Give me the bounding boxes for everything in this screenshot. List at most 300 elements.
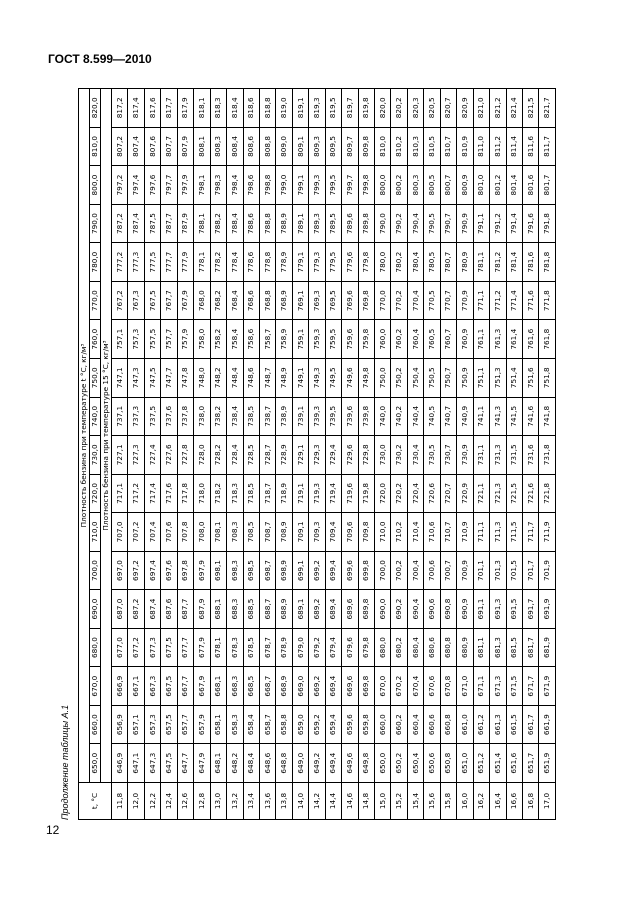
density-cell: 809,7	[342, 127, 358, 166]
table-row	[522, 89, 538, 820]
density-cell: 760,4	[407, 320, 423, 359]
column-header: 730,0	[90, 436, 101, 475]
column-header: 670,0	[90, 667, 101, 706]
density-cell: 728,2	[210, 436, 226, 475]
density-cell: 738,7	[259, 397, 275, 436]
density-cell: 750,2	[391, 358, 407, 397]
density-cell: 757,3	[128, 320, 144, 359]
table-row	[407, 89, 423, 820]
density-cell: 799,8	[358, 166, 374, 205]
density-cell: 660,0	[375, 705, 391, 744]
density-cell: 730,5	[424, 436, 440, 475]
density-cell: 780,5	[424, 243, 440, 282]
density-cell: 740,9	[457, 397, 473, 436]
density-cell: 721,5	[506, 474, 522, 513]
density-cell: 750,7	[440, 358, 456, 397]
density-cell: 669,4	[325, 667, 341, 706]
density-cell: 671,5	[506, 667, 522, 706]
density-cell: 710,2	[391, 513, 407, 552]
temperature-cell: 16,4	[490, 783, 506, 820]
density-cell: 767,3	[128, 281, 144, 320]
density-cell: 720,7	[440, 474, 456, 513]
density-cell: 720,4	[407, 474, 423, 513]
density-cell: 758,0	[194, 320, 210, 359]
density-cell: 678,9	[276, 628, 292, 667]
density-cell: 648,8	[276, 744, 292, 783]
density-cell: 761,1	[473, 320, 489, 359]
density-cell: 687,9	[194, 590, 210, 629]
density-cell: 701,9	[539, 551, 556, 590]
density-cell: 668,1	[210, 667, 226, 706]
density-cell: 810,0	[375, 127, 391, 166]
density-cell: 709,8	[358, 513, 374, 552]
density-cell: 790,0	[375, 204, 391, 243]
density-cell: 758,7	[259, 320, 275, 359]
density-cell: 748,0	[194, 358, 210, 397]
table-row	[375, 89, 391, 820]
density-cell: 697,6	[161, 551, 177, 590]
density-cell: 649,2	[309, 744, 325, 783]
density-cell: 778,4	[227, 243, 243, 282]
density-cell: 680,6	[424, 628, 440, 667]
density-cell: 728,7	[259, 436, 275, 475]
density-cell: 741,1	[473, 397, 489, 436]
density-cell: 661,0	[457, 705, 473, 744]
density-cell: 769,1	[292, 281, 308, 320]
density-cell: 800,2	[391, 166, 407, 205]
density-cell: 787,7	[161, 204, 177, 243]
density-cell: 820,2	[391, 89, 407, 128]
table-body	[112, 89, 556, 820]
density-cell: 658,1	[210, 705, 226, 744]
density-cell: 749,6	[342, 358, 358, 397]
density-cell: 760,7	[440, 320, 456, 359]
density-cell: 810,2	[391, 127, 407, 166]
density-cell: 807,2	[112, 127, 128, 166]
density-cell: 671,1	[473, 667, 489, 706]
temperature-cell: 14,8	[358, 783, 374, 820]
density-cell: 810,3	[407, 127, 423, 166]
density-cell: 800,7	[440, 166, 456, 205]
density-cell: 707,8	[177, 513, 193, 552]
density-cell: 779,5	[325, 243, 341, 282]
density-cell: 711,7	[522, 513, 538, 552]
density-cell: 721,1	[473, 474, 489, 513]
density-cell: 667,3	[144, 667, 160, 706]
density-cell: 799,0	[276, 166, 292, 205]
density-cell: 688,9	[276, 590, 292, 629]
temperature-cell: 14,6	[342, 783, 358, 820]
density-cell: 791,4	[506, 204, 522, 243]
density-cell: 651,2	[473, 744, 489, 783]
density-cell: 818,1	[194, 89, 210, 128]
density-cell: 660,2	[391, 705, 407, 744]
density-cell: 761,6	[522, 320, 538, 359]
temperature-cell: 12,8	[194, 783, 210, 820]
density-cell: 760,2	[391, 320, 407, 359]
density-cell: 738,0	[194, 397, 210, 436]
density-cell: 788,6	[243, 204, 259, 243]
density-cell: 648,4	[243, 744, 259, 783]
density-cell: 709,6	[342, 513, 358, 552]
density-cell: 710,0	[375, 513, 391, 552]
density-cell: 657,5	[161, 705, 177, 744]
density-cell: 737,3	[128, 397, 144, 436]
density-cell: 678,3	[227, 628, 243, 667]
density-cell: 727,8	[177, 436, 193, 475]
table-row	[424, 89, 440, 820]
density-cell: 767,9	[177, 281, 193, 320]
density-cell: 747,7	[161, 358, 177, 397]
density-cell: 691,9	[539, 590, 556, 629]
density-cell: 690,4	[407, 590, 423, 629]
density-cell: 710,9	[457, 513, 473, 552]
group-header-bottom: Плотность бензина при температуре 15 °C, кг/м³	[101, 89, 112, 783]
density-cell: 798,4	[227, 166, 243, 205]
table-row	[144, 89, 160, 820]
table-row	[506, 89, 522, 820]
density-cell: 700,4	[407, 551, 423, 590]
density-cell: 800,5	[424, 166, 440, 205]
density-cell: 671,7	[522, 667, 538, 706]
density-cell: 669,0	[292, 667, 308, 706]
density-cell: 647,1	[128, 744, 144, 783]
temperature-cell: 16,2	[473, 783, 489, 820]
density-cell: 798,8	[259, 166, 275, 205]
density-cell: 720,9	[457, 474, 473, 513]
density-cell: 781,2	[490, 243, 506, 282]
density-cell: 730,4	[407, 436, 423, 475]
temperature-cell: 16,0	[457, 783, 473, 820]
temperature-cell: 15,6	[424, 783, 440, 820]
density-cell: 780,7	[440, 243, 456, 282]
density-cell: 768,4	[227, 281, 243, 320]
density-cell: 679,8	[358, 628, 374, 667]
density-cell: 718,3	[227, 474, 243, 513]
group-header-top: Плотность бензина при температуре t °C, кг/м³	[79, 89, 90, 783]
density-cell: 659,8	[358, 705, 374, 744]
density-cell: 687,2	[128, 590, 144, 629]
density-cell: 700,0	[375, 551, 391, 590]
density-cell: 690,9	[457, 590, 473, 629]
density-cell: 700,7	[440, 551, 456, 590]
density-cell: 729,6	[342, 436, 358, 475]
density-cell: 807,7	[161, 127, 177, 166]
density-cell: 647,5	[161, 744, 177, 783]
temperature-cell: 13,4	[243, 783, 259, 820]
density-cell: 657,3	[144, 705, 160, 744]
density-cell: 800,3	[407, 166, 423, 205]
density-cell: 759,3	[309, 320, 325, 359]
density-cell: 778,8	[259, 243, 275, 282]
density-cell: 808,6	[243, 127, 259, 166]
density-cell: 791,6	[522, 204, 538, 243]
table-row	[194, 89, 210, 820]
density-cell: 759,5	[325, 320, 341, 359]
density-cell: 650,6	[424, 744, 440, 783]
density-cell: 741,6	[522, 397, 538, 436]
density-cell: 707,6	[161, 513, 177, 552]
density-cell: 809,5	[325, 127, 341, 166]
density-cell: 648,6	[259, 744, 275, 783]
density-cell: 718,2	[210, 474, 226, 513]
density-cell: 797,7	[161, 166, 177, 205]
density-cell: 698,3	[227, 551, 243, 590]
density-cell: 751,6	[522, 358, 538, 397]
density-cell: 780,9	[457, 243, 473, 282]
density-cell: 777,3	[128, 243, 144, 282]
density-cell: 790,7	[440, 204, 456, 243]
density-cell: 789,1	[292, 204, 308, 243]
density-cell: 769,6	[342, 281, 358, 320]
density-cell: 811,0	[473, 127, 489, 166]
density-cell: 770,2	[391, 281, 407, 320]
density-cell: 788,8	[259, 204, 275, 243]
table-row	[473, 89, 489, 820]
density-cell: 778,9	[276, 243, 292, 282]
density-cell: 678,7	[259, 628, 275, 667]
density-cell: 661,3	[490, 705, 506, 744]
density-cell: 659,0	[292, 705, 308, 744]
column-header: 790,0	[90, 204, 101, 243]
density-cell: 677,9	[194, 628, 210, 667]
density-cell: 658,8	[276, 705, 292, 744]
density-cell: 701,3	[490, 551, 506, 590]
density-cell: 737,1	[112, 397, 128, 436]
density-cell: 690,0	[375, 590, 391, 629]
density-cell: 817,6	[144, 89, 160, 128]
density-cell: 677,5	[161, 628, 177, 667]
density-cell: 651,9	[539, 744, 556, 783]
density-cell: 821,4	[506, 89, 522, 128]
density-cell: 727,1	[112, 436, 128, 475]
density-cell: 801,2	[490, 166, 506, 205]
density-cell: 660,8	[440, 705, 456, 744]
density-cell: 779,8	[358, 243, 374, 282]
density-cell: 668,5	[243, 667, 259, 706]
density-cell: 697,9	[194, 551, 210, 590]
density-cell: 778,2	[210, 243, 226, 282]
density-cell: 748,7	[259, 358, 275, 397]
density-cell: 729,8	[358, 436, 374, 475]
density-cell: 768,9	[276, 281, 292, 320]
table-row	[177, 89, 193, 820]
density-cell: 698,9	[276, 551, 292, 590]
density-cell: 768,2	[210, 281, 226, 320]
density-cell: 771,1	[473, 281, 489, 320]
density-cell: 687,6	[161, 590, 177, 629]
density-cell: 790,4	[407, 204, 423, 243]
density-cell: 718,5	[243, 474, 259, 513]
density-cell: 681,5	[506, 628, 522, 667]
density-cell: 819,5	[325, 89, 341, 128]
density-cell: 801,0	[473, 166, 489, 205]
density-cell: 748,9	[276, 358, 292, 397]
density-cell: 699,8	[358, 551, 374, 590]
density-cell: 799,3	[309, 166, 325, 205]
column-header: 660,0	[90, 705, 101, 744]
temperature-cell: 13,6	[259, 783, 275, 820]
density-cell: 651,4	[490, 744, 506, 783]
density-cell: 739,8	[358, 397, 374, 436]
density-cell: 811,4	[506, 127, 522, 166]
density-cell: 740,7	[440, 397, 456, 436]
density-cell: 787,2	[112, 204, 128, 243]
density-cell: 708,0	[194, 513, 210, 552]
density-cell: 799,5	[325, 166, 341, 205]
density-cell: 779,1	[292, 243, 308, 282]
density-cell: 747,1	[112, 358, 128, 397]
density-cell: 787,9	[177, 204, 193, 243]
table-row	[342, 89, 358, 820]
density-cell: 701,1	[473, 551, 489, 590]
density-cell: 789,8	[358, 204, 374, 243]
column-header: 650,0	[90, 744, 101, 783]
density-cell: 777,9	[177, 243, 193, 282]
density-cell: 707,4	[144, 513, 160, 552]
density-cell: 777,2	[112, 243, 128, 282]
density-cell: 819,1	[292, 89, 308, 128]
density-cell: 770,5	[424, 281, 440, 320]
density-cell: 767,7	[161, 281, 177, 320]
table-row	[457, 89, 473, 820]
density-cell: 821,7	[539, 89, 556, 128]
density-cell: 731,3	[490, 436, 506, 475]
density-cell: 689,8	[358, 590, 374, 629]
density-cell: 790,5	[424, 204, 440, 243]
density-cell: 651,7	[522, 744, 538, 783]
density-cell: 721,6	[522, 474, 538, 513]
density-cell: 700,9	[457, 551, 473, 590]
density-cell: 717,1	[112, 474, 128, 513]
density-cell: 650,2	[391, 744, 407, 783]
density-cell: 729,4	[325, 436, 341, 475]
density-cell: 679,6	[342, 628, 358, 667]
density-cell: 670,6	[424, 667, 440, 706]
density-cell: 750,4	[407, 358, 423, 397]
density-cell: 731,8	[539, 436, 556, 475]
density-cell: 720,0	[375, 474, 391, 513]
density-table	[78, 88, 556, 820]
column-header: 760,0	[90, 320, 101, 359]
density-cell: 780,4	[407, 243, 423, 282]
density-cell: 781,4	[506, 243, 522, 282]
density-cell: 688,3	[227, 590, 243, 629]
density-cell: 758,2	[210, 320, 226, 359]
density-cell: 818,6	[243, 89, 259, 128]
density-cell: 647,3	[144, 744, 160, 783]
density-cell: 788,1	[194, 204, 210, 243]
density-cell: 749,8	[358, 358, 374, 397]
column-header: 750,0	[90, 358, 101, 397]
density-cell: 737,5	[144, 397, 160, 436]
density-cell: 769,5	[325, 281, 341, 320]
density-cell: 738,5	[243, 397, 259, 436]
density-cell: 811,2	[490, 127, 506, 166]
density-cell: 779,3	[309, 243, 325, 282]
density-cell: 699,6	[342, 551, 358, 590]
table-row	[243, 89, 259, 820]
density-cell: 697,4	[144, 551, 160, 590]
density-cell: 811,7	[539, 127, 556, 166]
density-cell: 749,5	[325, 358, 341, 397]
density-cell: 758,6	[243, 320, 259, 359]
density-cell: 789,5	[325, 204, 341, 243]
density-cell: 819,7	[342, 89, 358, 128]
column-header: 680,0	[90, 628, 101, 667]
density-cell: 657,1	[128, 705, 144, 744]
density-cell: 817,2	[112, 89, 128, 128]
density-cell: 730,9	[457, 436, 473, 475]
density-cell: 808,3	[210, 127, 226, 166]
density-cell: 767,2	[112, 281, 128, 320]
density-cell: 740,4	[407, 397, 423, 436]
density-cell: 720,2	[391, 474, 407, 513]
density-cell: 811,6	[522, 127, 538, 166]
density-cell: 708,7	[259, 513, 275, 552]
density-cell: 790,2	[391, 204, 407, 243]
density-cell: 740,0	[375, 397, 391, 436]
density-cell: 739,5	[325, 397, 341, 436]
density-cell: 659,6	[342, 705, 358, 744]
density-cell: 680,8	[440, 628, 456, 667]
density-cell: 727,4	[144, 436, 160, 475]
density-cell: 760,9	[457, 320, 473, 359]
density-cell: 820,0	[375, 89, 391, 128]
density-cell: 821,2	[490, 89, 506, 128]
table-row	[128, 89, 144, 820]
column-header: 700,0	[90, 551, 101, 590]
density-cell: 797,6	[144, 166, 160, 205]
density-cell: 667,5	[161, 667, 177, 706]
density-cell: 651,0	[457, 744, 473, 783]
density-cell: 778,6	[243, 243, 259, 282]
density-cell: 798,3	[210, 166, 226, 205]
density-cell: 809,8	[358, 127, 374, 166]
density-cell: 810,9	[457, 127, 473, 166]
density-cell: 719,3	[309, 474, 325, 513]
density-cell: 750,9	[457, 358, 473, 397]
density-cell: 691,7	[522, 590, 538, 629]
density-cell: 657,7	[177, 705, 193, 744]
density-cell: 658,4	[243, 705, 259, 744]
temperature-cell: 15,4	[407, 783, 423, 820]
density-cell: 820,3	[407, 89, 423, 128]
density-cell: 781,6	[522, 243, 538, 282]
density-cell: 677,7	[177, 628, 193, 667]
density-cell: 687,7	[177, 590, 193, 629]
density-cell: 731,5	[506, 436, 522, 475]
density-cell: 759,8	[358, 320, 374, 359]
density-cell: 780,0	[375, 243, 391, 282]
temperature-cell: 12,0	[128, 783, 144, 820]
density-cell: 807,4	[128, 127, 144, 166]
density-cell: 651,6	[506, 744, 522, 783]
table-row	[210, 89, 226, 820]
density-cell: 751,8	[539, 358, 556, 397]
density-cell: 687,0	[112, 590, 128, 629]
density-cell: 818,8	[259, 89, 275, 128]
density-cell: 788,2	[210, 204, 226, 243]
density-cell: 700,6	[424, 551, 440, 590]
density-cell: 791,1	[473, 204, 489, 243]
density-cell: 788,4	[227, 204, 243, 243]
density-cell: 810,7	[440, 127, 456, 166]
density-cell: 761,8	[539, 320, 556, 359]
density-cell: 649,4	[325, 744, 341, 783]
density-cell: 800,9	[457, 166, 473, 205]
density-cell: 798,1	[194, 166, 210, 205]
